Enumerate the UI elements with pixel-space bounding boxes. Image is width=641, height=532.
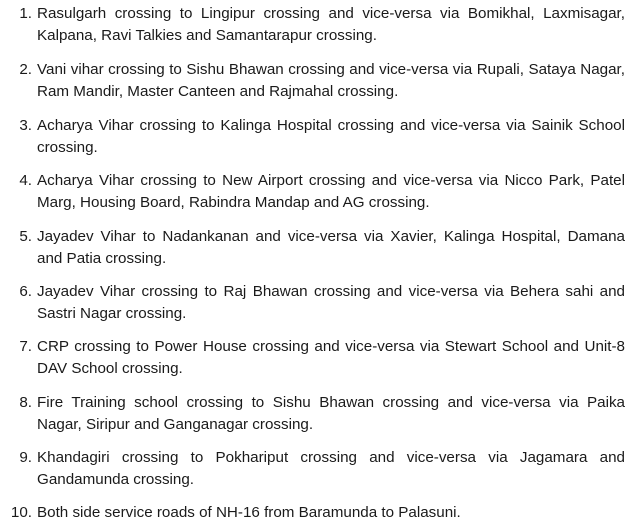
item-text: Vani vihar crossing to Sishu Bhawan crossing and vice-versa via Rupali, Sataya Nagar, Ram Mandir, Master Canteen and Rajmahal crossing. [37,61,625,100]
item-text: Fire Training school crossing to Sishu Bhawan crossing and vice-versa via Paika Nagar, Siripur and Ganganagar crossing. [37,394,625,433]
item-number: 7. [19,338,32,355]
item-text: Rasulgarh crossing to Lingipur crossing and vice-versa via Bomikhal, Laxmisagar, Kalpana, Ravi Talkies and Samantarapur crossing. [37,5,625,44]
item-number: 9. [19,449,32,466]
item-number: 4. [19,172,32,189]
item-text: Jayadev Vihar crossing to Raj Bhawan crossing and vice-versa via Behera sahi and Sastri Nagar crossing. [37,283,625,322]
item-text: Jayadev Vihar to Nadankanan and vice-versa via Xavier, Kalinga Hospital, Damana and Patia crossing. [37,228,625,267]
item-number: 6. [19,283,32,300]
item-text: CRP crossing to Power House crossing and vice-versa via Stewart School and Unit-8 DAV School crossing. [37,338,625,377]
item-number: 1. [19,5,32,22]
item-number: 5. [19,228,32,245]
item-text: Acharya Vihar crossing to Kalinga Hospital crossing and vice-versa via Sainik School crossing. [37,117,625,156]
item-number: 10. [10,504,32,521]
item-text: Acharya Vihar crossing to New Airport crossing and vice-versa via Nicco Park, Patel Marg, Housing Board, Rabindra Mandap and AG crossing. [37,172,625,211]
item-number: 8. [19,394,32,411]
item-number: 2. [19,61,32,78]
item-text: Khandagiri crossing to Pokhariput crossing and vice-versa via Jagamara and Gandamunda crossing. [37,449,625,488]
item-text: Both side service roads of NH-16 from Baramunda to Palasuni. [37,504,461,521]
item-number: 3. [19,117,32,134]
